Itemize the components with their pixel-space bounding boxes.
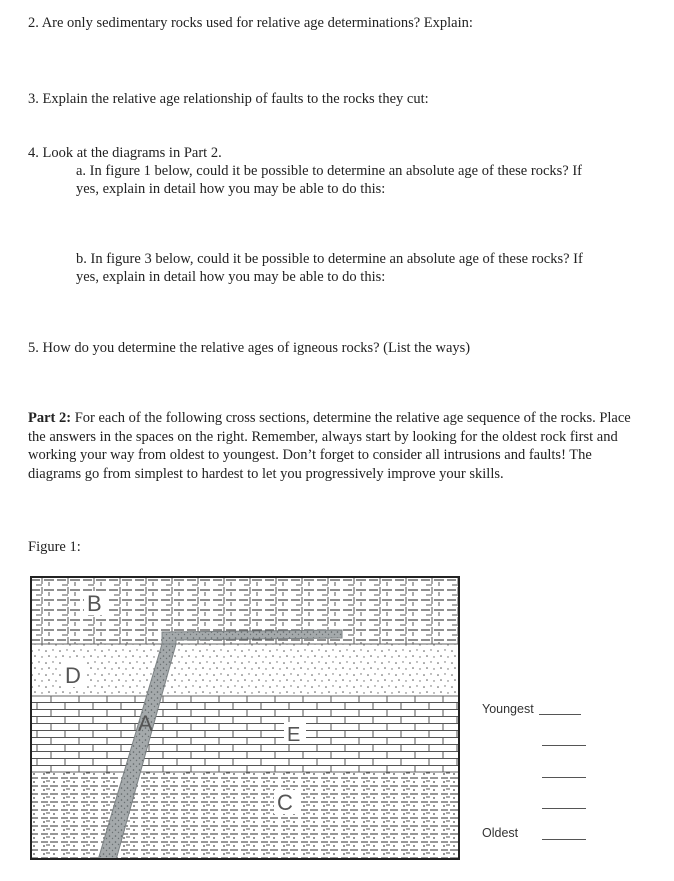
answer-blank-1[interactable] bbox=[539, 714, 581, 715]
question-4: 4. Look at the diagrams in Part 2. bbox=[28, 145, 222, 161]
part-2-body: For each of the following cross sections, determine the relative age sequence of the rocks. Place the answers in the spaces on the right. Remember, always start by looking for the oldest rock first and working your way from oldest to youngest. Don’t forget to consider all intrusions and faults! The diagrams go from simplest to hardest to let you progressively improve your skills. bbox=[28, 410, 631, 482]
answer-blank-2[interactable] bbox=[542, 745, 586, 746]
cross-section-figure-1 bbox=[30, 576, 460, 860]
answer-blank-5[interactable] bbox=[542, 839, 586, 840]
question-3: 3. Explain the relative age relationship of faults to the rocks they cut: bbox=[28, 91, 429, 107]
layer-d-sandstone bbox=[30, 644, 460, 696]
label-a: A bbox=[138, 711, 153, 736]
question-5: 5. How do you determine the relative ages of igneous rocks? (List the ways) bbox=[28, 340, 471, 356]
answer-blank-4[interactable] bbox=[542, 808, 586, 809]
label-b: B bbox=[87, 591, 102, 616]
label-d: D bbox=[65, 663, 81, 688]
oldest-label: Oldest bbox=[482, 826, 519, 840]
layer-e-limestone bbox=[30, 696, 460, 772]
label-c: C bbox=[277, 790, 293, 815]
question-4a-line1: a. In figure 1 below, could it be possible to determine an absolute age of these rocks? If bbox=[76, 163, 582, 179]
youngest-label: Youngest bbox=[482, 702, 534, 716]
layer-c-siltstone bbox=[30, 772, 460, 860]
question-4b-line2: yes, explain in detail how you may be able to do this: bbox=[76, 269, 386, 285]
figure-1-label: Figure 1: bbox=[28, 539, 81, 555]
question-4b-line1: b. In figure 3 below, could it be possible to determine an absolute age of these rocks? If bbox=[76, 251, 583, 267]
part-2-heading: Part 2: bbox=[28, 410, 72, 426]
question-2: 2. Are only sedimentary rocks used for relative age determinations? Explain: bbox=[28, 15, 473, 31]
part-2-instructions bbox=[28, 409, 638, 483]
label-e: E bbox=[287, 724, 301, 746]
answer-blank-3[interactable] bbox=[542, 777, 586, 778]
question-4a-line2: yes, explain in detail how you may be able to do this: bbox=[76, 181, 386, 197]
